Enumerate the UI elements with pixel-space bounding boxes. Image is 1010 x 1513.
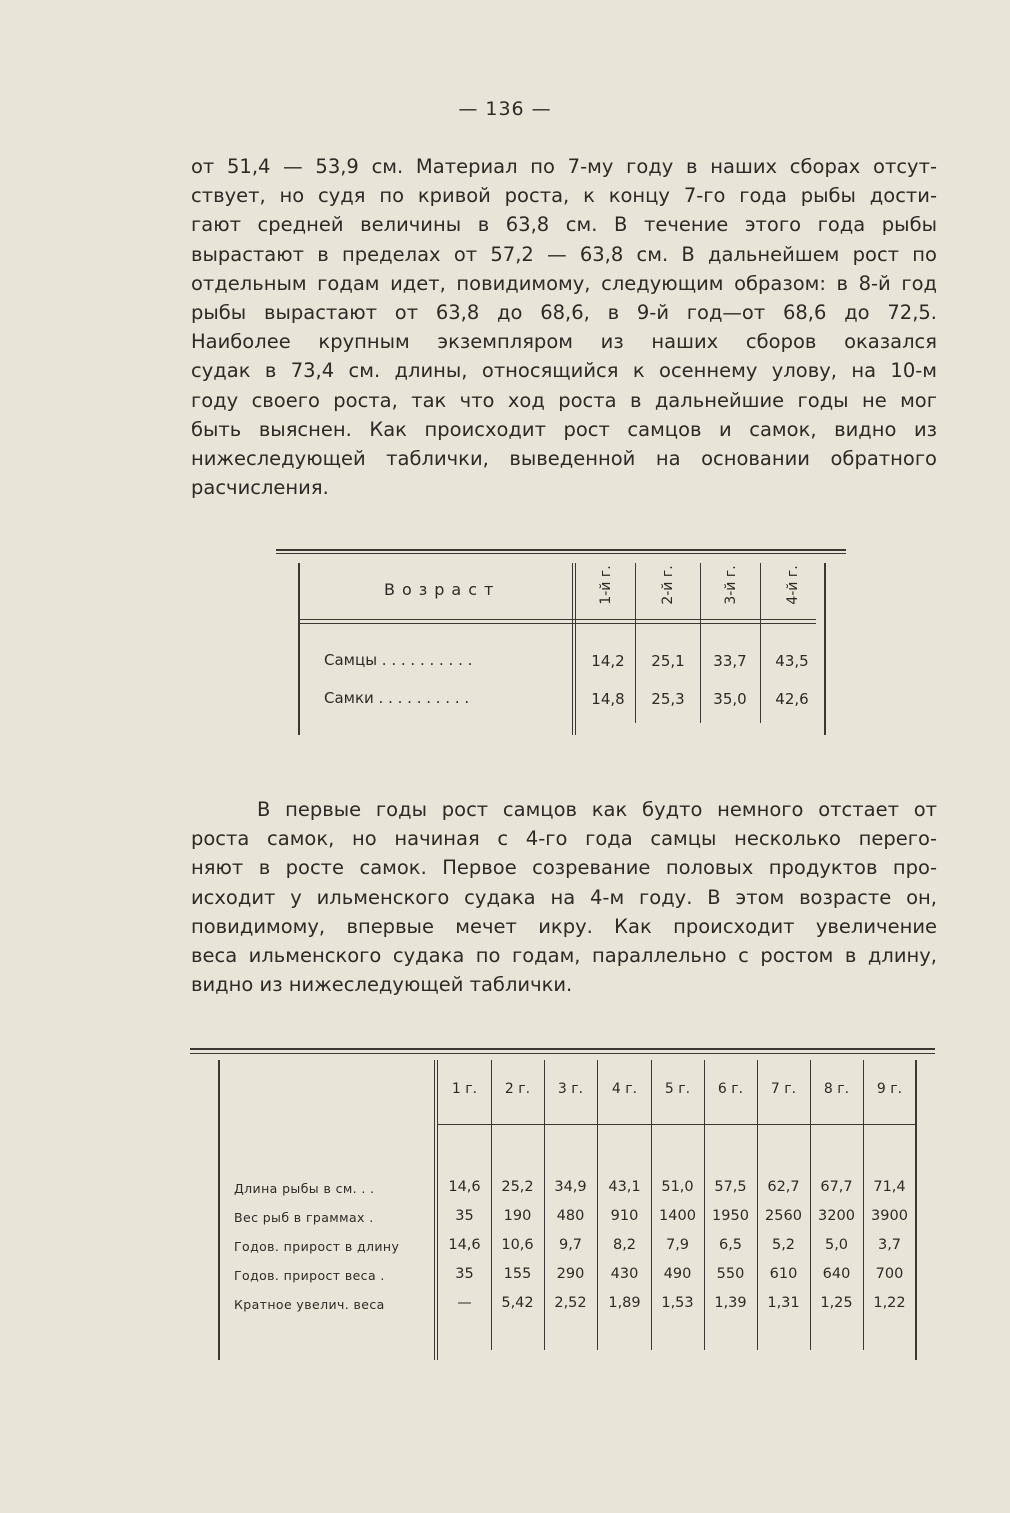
column-header: 7 г. xyxy=(770,1081,797,1097)
table-cell: 3200 xyxy=(818,1208,855,1224)
table-cell: 14,6 xyxy=(448,1237,481,1253)
text-line: видно из нижеследующей таблички. xyxy=(191,973,573,997)
column-header: 2 г. xyxy=(504,1081,531,1097)
table-cell: 14,8 xyxy=(591,690,625,708)
paragraph-2 xyxy=(191,795,937,999)
table-cell: 25,1 xyxy=(651,652,685,670)
table-cell: 1,25 xyxy=(820,1295,853,1311)
column-header: 4 г. xyxy=(611,1081,638,1097)
table-cell: 62,7 xyxy=(767,1179,800,1195)
paragraph-1 xyxy=(191,152,937,502)
table-cell: 42,6 xyxy=(775,690,809,708)
table-cell: 2560 xyxy=(765,1208,802,1224)
growth-by-sex-table xyxy=(276,549,846,739)
table-cell: 155 xyxy=(503,1266,532,1282)
table-cell: 610 xyxy=(769,1266,798,1282)
row-label: Вес рыб в граммах . xyxy=(234,1210,374,1225)
table-cell: 43,5 xyxy=(775,652,809,670)
table-cell: 190 xyxy=(503,1208,532,1224)
text-line: няют в росте самок. Первое созревание половых продуктов про- xyxy=(191,856,937,880)
text-line: В первые годы рост самцов как будто немного отстает от xyxy=(257,798,937,821)
table-cell: 7,9 xyxy=(665,1237,690,1253)
row-label: Длина рыбы в см. . . xyxy=(234,1181,375,1196)
table-cell: 35 xyxy=(455,1208,474,1224)
table-cell: 910 xyxy=(610,1208,639,1224)
table-cell: 33,7 xyxy=(713,652,747,670)
table-cell: 57,5 xyxy=(714,1179,747,1195)
page-number: — 136 — xyxy=(458,98,552,120)
text-line: рыбы вырастают от 63,8 до 68,6, в 9-й год—от 68,6 до 72,5. xyxy=(191,301,937,325)
text-line: году своего роста, так что ход роста в дальнейшие годы не мог xyxy=(191,388,937,412)
table-cell: 10,6 xyxy=(501,1237,534,1253)
text-line: ствует, но судя по кривой роста, к концу 7-го года рыбы дости- xyxy=(191,184,937,208)
table-cell: 1950 xyxy=(712,1208,749,1224)
table-cell: 1,31 xyxy=(767,1295,800,1311)
text-line: исходит у ильменского судака на 4-м году. В этом возрасте он, xyxy=(191,885,937,909)
table-cell: 3900 xyxy=(871,1208,908,1224)
table-cell: 5,42 xyxy=(501,1295,534,1311)
table-cell: 490 xyxy=(663,1266,692,1282)
text-line: повидимому, впервые мечет икру. Как происходит увеличение xyxy=(191,914,937,938)
text-line: расчисления. xyxy=(191,476,329,500)
table-cell: 1400 xyxy=(659,1208,696,1224)
row-label: Кратное увелич. веса xyxy=(234,1297,385,1312)
column-header: 3-й г. xyxy=(723,565,739,605)
table-cell: 67,7 xyxy=(820,1179,853,1195)
table-cell: 5,0 xyxy=(824,1237,849,1253)
text-line: Наиболее крупным экземпляром из наших сборов оказался xyxy=(191,330,937,354)
text-line: судак в 73,4 см. длины, относящийся к осеннему улову, на 10-м xyxy=(191,359,937,383)
text-line: вырастают в пределах от 57,2 — 63,8 см. В дальнейшем рост по xyxy=(191,242,937,266)
column-header: 1 г. xyxy=(451,1081,478,1097)
table-cell: 3,7 xyxy=(877,1237,902,1253)
table-cell: 9,7 xyxy=(558,1237,583,1253)
table-cell: 290 xyxy=(556,1266,585,1282)
table-cell: 480 xyxy=(556,1208,585,1224)
table-cell: 14,2 xyxy=(591,652,625,670)
table-cell: 1,89 xyxy=(608,1295,641,1311)
text-line: отдельным годам идет, повидимому, следующим образом: в 8-й год xyxy=(191,271,937,295)
table-cell: 51,0 xyxy=(661,1179,694,1195)
table-cell: 1,22 xyxy=(873,1295,906,1311)
text-line: гают средней величины в 63,8 см. В течение этого года рыбы xyxy=(191,213,937,237)
column-header: 1-й г. xyxy=(598,565,614,605)
table-cell: 8,2 xyxy=(612,1237,637,1253)
table-cell: 14,6 xyxy=(448,1179,481,1195)
text-line: веса ильменского судака по годам, параллельно с ростом в длину, xyxy=(191,944,937,968)
table-cell: 2,52 xyxy=(554,1295,587,1311)
column-header: 6 г. xyxy=(717,1081,744,1097)
table-cell: 35,0 xyxy=(713,690,747,708)
text-line: роста самок, но начиная с 4-го года самцы несколько перего- xyxy=(191,827,937,851)
column-header: 4-й г. xyxy=(785,565,801,605)
table-cell: 700 xyxy=(875,1266,904,1282)
table-cell: — xyxy=(457,1295,472,1311)
table-cell: 1,39 xyxy=(714,1295,747,1311)
table-cell: 1,53 xyxy=(661,1295,694,1311)
table-cell: 5,2 xyxy=(771,1237,796,1253)
text-line: от 51,4 — 53,9 см. Материал по 7-му году в наших сборах отсут- xyxy=(191,155,937,178)
column-header: 9 г. xyxy=(876,1081,903,1097)
table-cell: 550 xyxy=(716,1266,745,1282)
row-label: Годов. прирост веса . xyxy=(234,1268,385,1283)
text-line: быть выяснен. Как происходит рост самцов и самок, видно из xyxy=(191,417,937,441)
table-cell: 25,2 xyxy=(501,1179,534,1195)
age-header: Возраст xyxy=(384,580,501,599)
table-cell: 640 xyxy=(822,1266,851,1282)
table-cell: 34,9 xyxy=(554,1179,587,1195)
row-label: Годов. прирост в длину xyxy=(234,1239,400,1254)
column-header: 5 г. xyxy=(664,1081,691,1097)
table-cell: 25,3 xyxy=(651,690,685,708)
column-header: 8 г. xyxy=(823,1081,850,1097)
table-cell: 430 xyxy=(610,1266,639,1282)
column-header: 2-й г. xyxy=(660,565,676,605)
table-cell: 6,5 xyxy=(718,1237,743,1253)
column-header: 3 г. xyxy=(557,1081,584,1097)
row-label-females: Самки . . . . . . . . . . xyxy=(324,689,470,707)
table-cell: 71,4 xyxy=(873,1179,906,1195)
text-line: нижеследующей таблички, выведенной на основании обратного xyxy=(191,447,937,471)
table-cell: 35 xyxy=(455,1266,474,1282)
table-cell: 43,1 xyxy=(608,1179,641,1195)
row-label-males: Самцы . . . . . . . . . . xyxy=(324,651,473,669)
weight-growth-table xyxy=(190,1048,935,1348)
